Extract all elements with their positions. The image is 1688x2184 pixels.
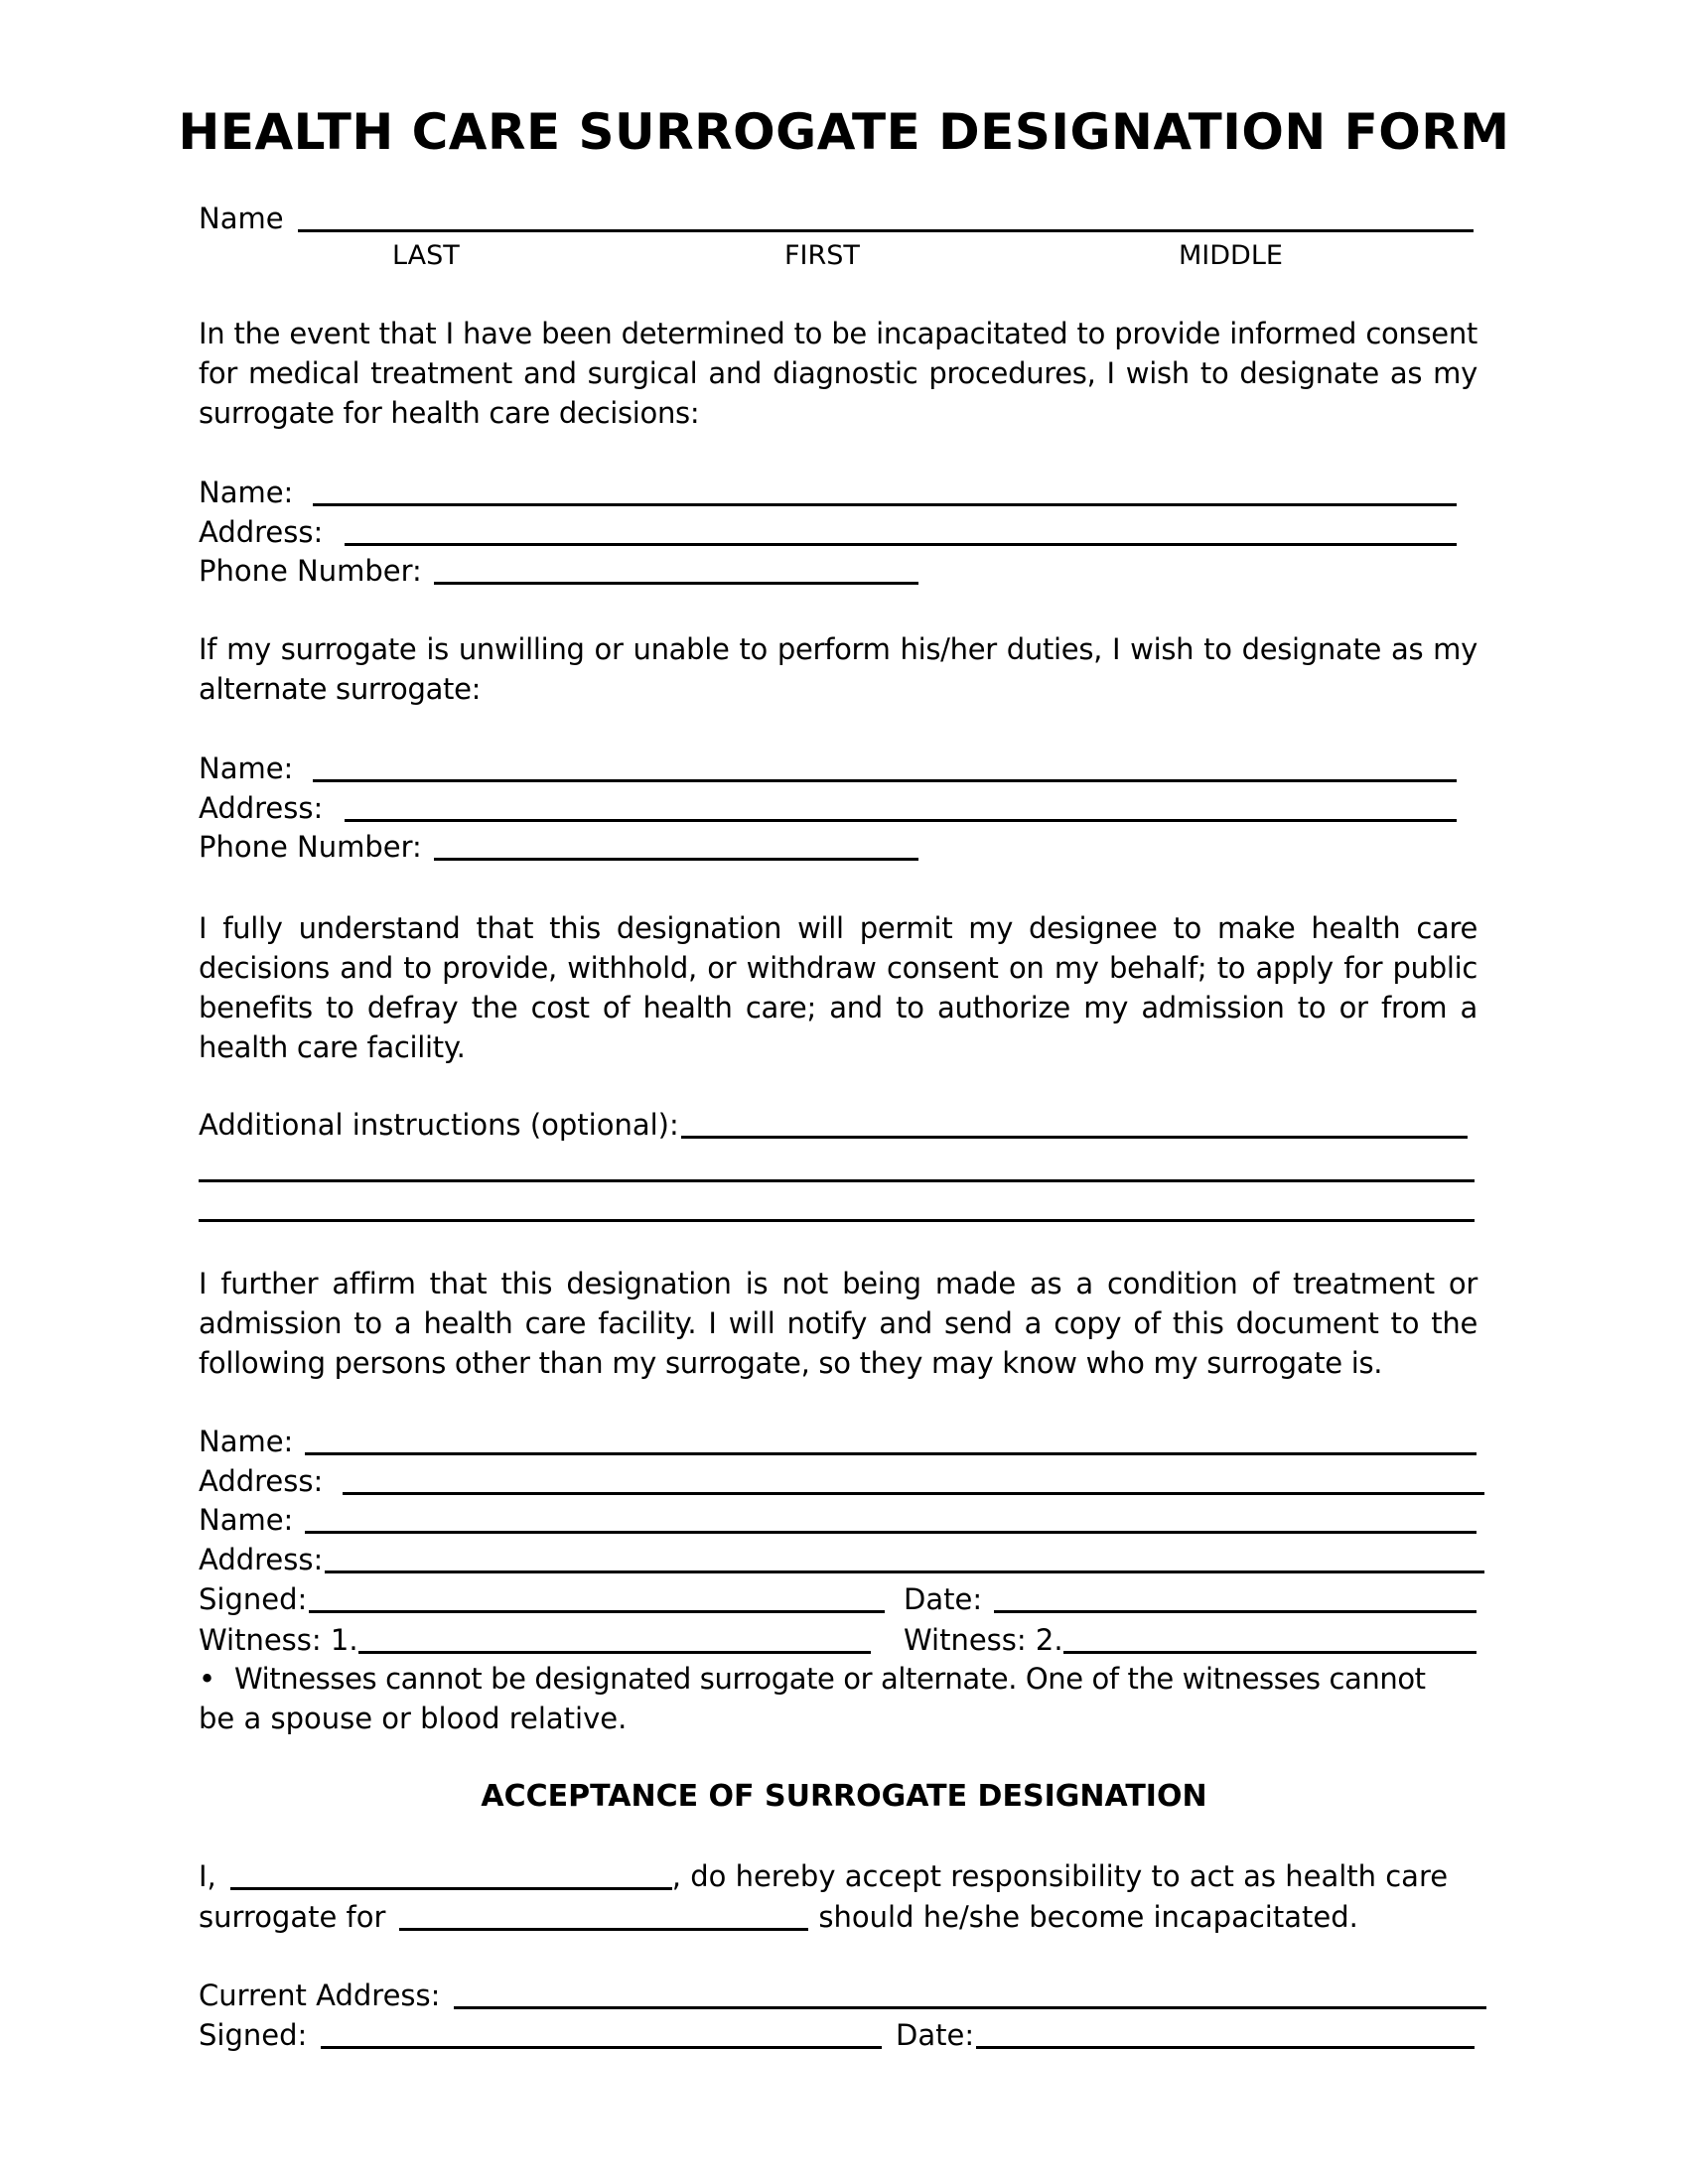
patient-name-label: Name xyxy=(199,202,284,235)
middle-name-sublabel: MIDDLE xyxy=(1179,240,1283,271)
acceptance-signed-label: Signed: xyxy=(199,2018,308,2052)
additional-instructions-label: Additional instructions (optional): xyxy=(199,1108,679,1142)
surrogate-phone-label: Phone Number: xyxy=(199,554,422,588)
alternate-name-row xyxy=(199,749,1457,788)
notify-address-label-1: Address: xyxy=(199,1464,324,1498)
alternate-address-row xyxy=(199,788,1457,828)
surrogate-phone-field[interactable] xyxy=(434,554,918,585)
acceptance-line2-text: should he/she become incapacitated. xyxy=(818,1900,1358,1934)
notify-name-label-2: Name: xyxy=(199,1503,294,1537)
additional-instructions-row xyxy=(199,1105,1468,1145)
notify-name-row-1 xyxy=(199,1422,1477,1461)
acceptance-date-field[interactable] xyxy=(976,2018,1475,2049)
acceptance-i-label: I, xyxy=(199,1859,216,1893)
alternate-address-field[interactable] xyxy=(345,791,1457,822)
witness-note-text-1: Witnesses cannot be designated surrogate or alternate. One of the witnesses cannot xyxy=(234,1662,1426,1696)
notify-name-field-1[interactable] xyxy=(305,1425,1477,1455)
alternate-name-label: Name: xyxy=(199,751,294,785)
notify-address-row-1 xyxy=(199,1461,1484,1501)
surrogate-address-label: Address: xyxy=(199,515,324,549)
alternate-name-field[interactable] xyxy=(313,751,1457,782)
surrogate-phone-row xyxy=(199,551,918,591)
notify-name-label-1: Name: xyxy=(199,1425,294,1458)
additional-instructions-field-line1[interactable] xyxy=(681,1108,1468,1139)
understanding-paragraph: I fully understand that this designation will permit my designee to make health care decisions and to provide, withhold, or withdraw consent on my behalf; to apply for public benefits to defray the cost of health care; and to authorize my admission to or from a health care facility. xyxy=(199,911,1477,1064)
acceptance-line1-text: , do hereby accept responsibility to act as health care xyxy=(671,1859,1449,1893)
surrogate-address-row xyxy=(199,512,1457,552)
first-name-sublabel: FIRST xyxy=(784,240,860,271)
witness-note-text-2: be a spouse or blood relative. xyxy=(199,1702,628,1735)
date-field[interactable] xyxy=(994,1582,1477,1613)
last-name-sublabel: LAST xyxy=(392,240,460,271)
notify-name-field-2[interactable] xyxy=(305,1503,1477,1534)
affirm-paragraph: I further affirm that this designation is not being made as a condition of treatment or admission to a health care facility. I will notify and send a copy of this document to the following persons other than my surrogate, so they may know who my surrogate is. xyxy=(199,1267,1477,1380)
acceptance-date-row xyxy=(896,2015,1475,2055)
page-title: HEALTH CARE SURROGATE DESIGNATION FORM xyxy=(178,103,1510,161)
bullet-icon: • xyxy=(199,1662,216,1696)
alternate-address-label: Address: xyxy=(199,791,324,825)
surrogate-name-field[interactable] xyxy=(313,476,1457,506)
acceptance-signed-field[interactable] xyxy=(321,2018,882,2049)
acceptance-line1 xyxy=(199,1856,1448,1896)
signed-label: Signed: xyxy=(199,1582,308,1616)
witness1-row xyxy=(199,1620,871,1660)
acceptance-line2 xyxy=(199,1897,1358,1937)
notify-address-row-2 xyxy=(199,1540,1484,1579)
witness2-field[interactable] xyxy=(1063,1623,1477,1654)
patient-name-field[interactable] xyxy=(298,202,1474,232)
date-row xyxy=(904,1579,1477,1619)
notify-address-label-2: Address: xyxy=(199,1543,324,1576)
notify-address-field-2[interactable] xyxy=(325,1543,1484,1573)
alternate-phone-label: Phone Number: xyxy=(199,830,422,864)
witness-note-line1 xyxy=(199,1659,1426,1699)
acceptance-signed-row xyxy=(199,2015,882,2055)
witness-note-line2 xyxy=(199,1699,627,1738)
witness2-row xyxy=(904,1620,1477,1660)
notify-name-row-2 xyxy=(199,1500,1477,1540)
acceptor-name-field[interactable] xyxy=(230,1859,672,1890)
intro-paragraph: In the event that I have been determined to be incapacitated to provide informed consent for medical treatment and surgical and diagnostic procedures, I wish to designate as my surrogate for health care decisions: xyxy=(199,317,1477,430)
alternate-phone-field[interactable] xyxy=(434,830,918,861)
current-address-row xyxy=(199,1976,1486,2015)
current-address-field[interactable] xyxy=(454,1979,1486,2009)
current-address-label: Current Address: xyxy=(199,1979,441,2012)
alternate-paragraph: If my surrogate is unwilling or unable to perform his/her duties, I wish to designate as my alternate surrogate: xyxy=(199,632,1477,706)
surrogate-name-label: Name: xyxy=(199,476,294,509)
alternate-phone-row xyxy=(199,827,918,867)
notify-address-field-1[interactable] xyxy=(343,1464,1484,1495)
principal-name-field[interactable] xyxy=(399,1900,808,1931)
witness1-field[interactable] xyxy=(358,1623,871,1654)
patient-name-row xyxy=(199,199,1474,238)
additional-instructions-field-line3[interactable] xyxy=(199,1191,1475,1222)
acceptance-heading: ACCEPTANCE OF SURROGATE DESIGNATION xyxy=(481,1779,1207,1814)
witness2-label: Witness: 2. xyxy=(904,1623,1063,1657)
additional-instructions-field-line2[interactable] xyxy=(199,1152,1475,1182)
signed-field[interactable] xyxy=(309,1582,885,1613)
date-label: Date: xyxy=(904,1582,983,1616)
witness1-label: Witness: 1. xyxy=(199,1623,358,1657)
surrogate-name-row xyxy=(199,473,1457,512)
signed-row xyxy=(199,1579,885,1619)
acceptance-surrogate-for-label: surrogate for xyxy=(199,1900,386,1934)
surrogate-address-field[interactable] xyxy=(345,515,1457,546)
acceptance-date-label: Date: xyxy=(896,2018,975,2052)
